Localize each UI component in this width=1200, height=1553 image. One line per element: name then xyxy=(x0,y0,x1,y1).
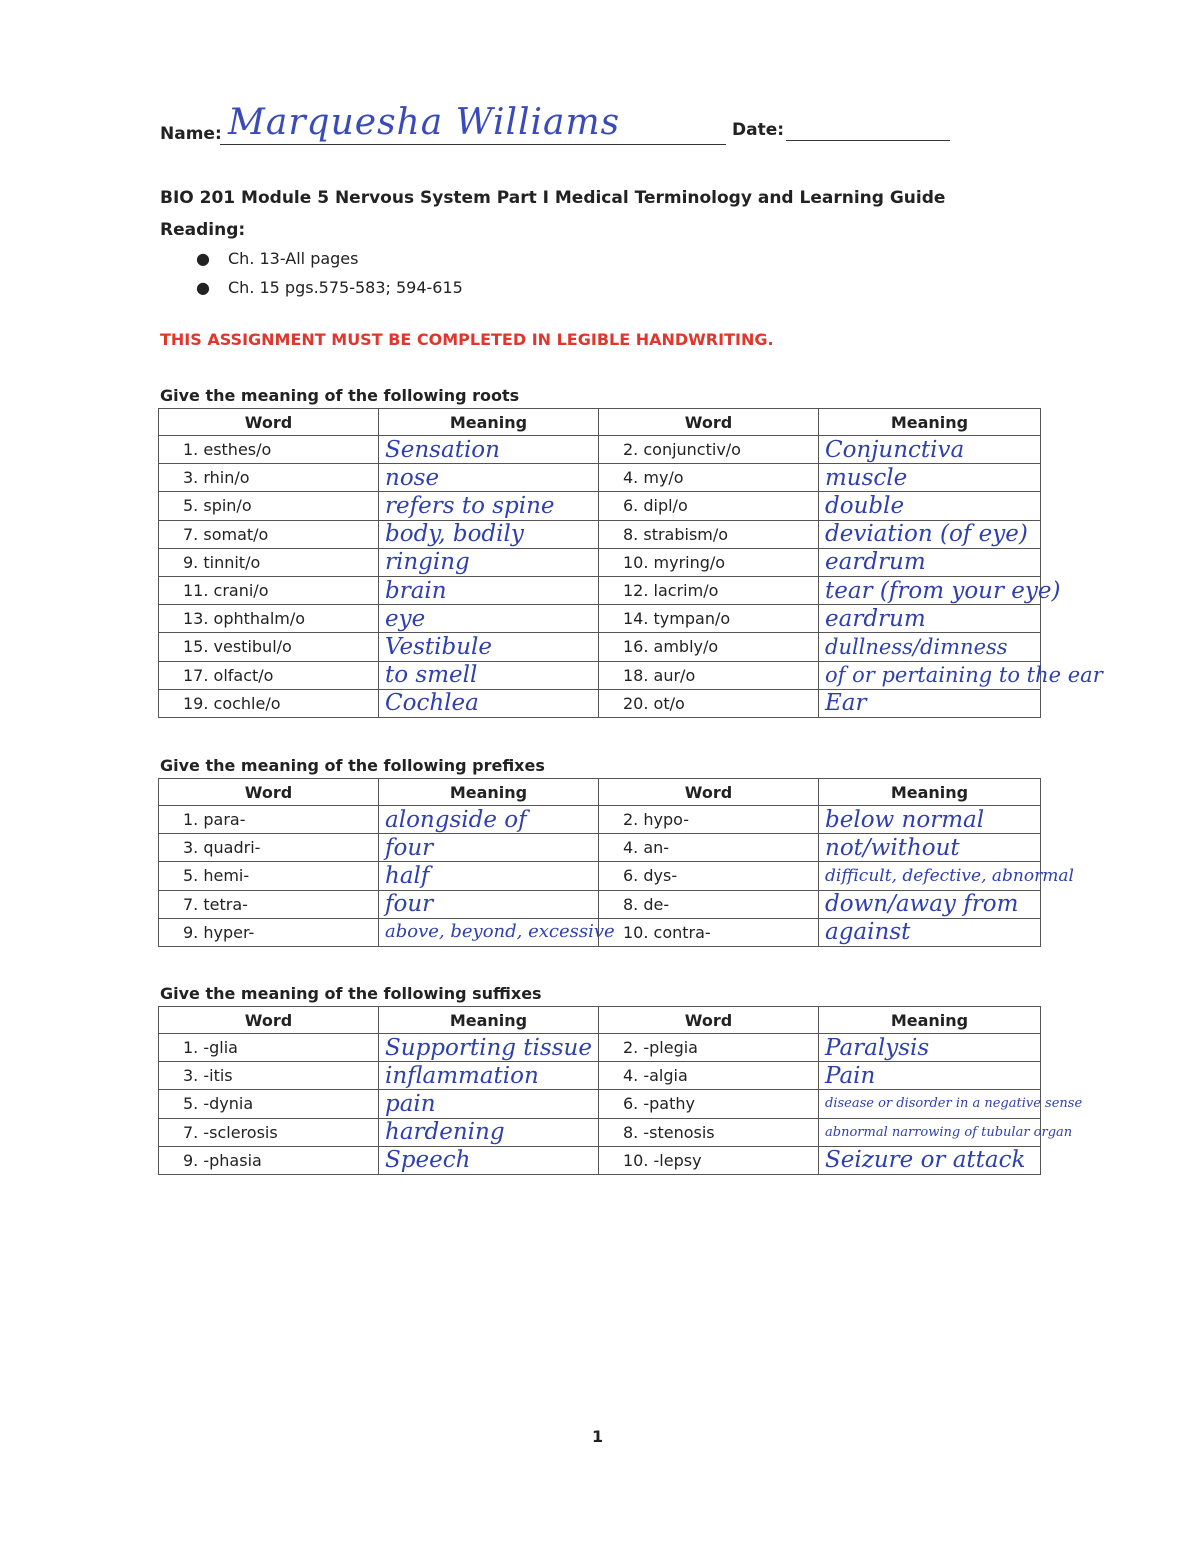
handwritten-answer: difficult, defective, abnormal xyxy=(825,865,1074,886)
name-label: Name: xyxy=(160,124,222,144)
student-name: Marquesha Williams xyxy=(228,102,621,143)
list-item: ● Ch. 13-All pages xyxy=(196,249,359,268)
meaning-cell[interactable] xyxy=(379,1090,599,1118)
term-cell: 1. esthes/o xyxy=(159,436,379,464)
table-header-row xyxy=(159,779,1041,806)
term-cell: 9. -phasia xyxy=(159,1146,379,1174)
meaning-cell[interactable] xyxy=(379,918,615,946)
term-cell: 8. de- xyxy=(599,890,819,918)
meaning-cell[interactable] xyxy=(819,605,1041,633)
table-row xyxy=(159,605,1041,633)
meaning-cell[interactable] xyxy=(379,661,599,689)
meaning-cell[interactable] xyxy=(379,576,599,604)
term-cell: 1. para- xyxy=(159,806,379,834)
meaning-cell[interactable] xyxy=(379,633,599,661)
handwritten-answer: above, beyond, excessive xyxy=(385,921,615,943)
term-cell: 16. ambly/o xyxy=(599,633,819,661)
term-cell: 10. myring/o xyxy=(599,548,819,576)
handwritten-answer: against xyxy=(825,919,911,946)
handwritten-answer: of or pertaining to the ear xyxy=(825,663,1103,688)
handwritten-answer: disease or disorder in a negative sense xyxy=(825,1096,1083,1112)
table-row xyxy=(159,661,1041,689)
handwritten-answer: Pain xyxy=(825,1062,876,1089)
suffixes-table xyxy=(158,1006,1083,1175)
table-row xyxy=(159,806,1041,834)
name-date-line xyxy=(160,102,960,150)
column-header: Meaning xyxy=(819,779,1041,806)
meaning-cell[interactable] xyxy=(379,1146,599,1174)
term-cell: 3. rhin/o xyxy=(159,464,379,492)
handwritten-answer: nose xyxy=(385,464,440,491)
term-cell: 6. dys- xyxy=(599,862,819,890)
handwritten-answer: half xyxy=(385,862,430,889)
table-row xyxy=(159,1118,1041,1146)
term-cell: 20. ot/o xyxy=(599,689,819,717)
handwritten-answer: inflammation xyxy=(385,1062,539,1089)
handwritten-answer: Seizure or attack xyxy=(825,1147,1026,1174)
term-cell: 17. olfact/o xyxy=(159,661,379,689)
meaning-cell[interactable] xyxy=(379,689,599,717)
handwritten-answer: four xyxy=(385,834,434,861)
term-cell: 13. ophthalm/o xyxy=(159,605,379,633)
column-header: Word xyxy=(599,779,819,806)
table-row xyxy=(159,492,1041,520)
handwritten-answer: ringing xyxy=(385,549,470,576)
term-cell: 2. hypo- xyxy=(599,806,819,834)
table-row xyxy=(159,1090,1041,1118)
meaning-cell[interactable] xyxy=(819,806,1041,834)
table-row xyxy=(159,1062,1041,1090)
date-underline xyxy=(786,140,950,141)
term-cell: 8. -stenosis xyxy=(599,1118,819,1146)
meaning-cell[interactable] xyxy=(819,689,1041,717)
meaning-cell[interactable] xyxy=(819,890,1041,918)
meaning-cell[interactable] xyxy=(819,492,1041,520)
term-cell: 18. aur/o xyxy=(599,661,819,689)
column-header: Word xyxy=(599,409,819,436)
term-cell: 2. conjunctiv/o xyxy=(599,436,819,464)
handwritten-answer: pain xyxy=(385,1090,436,1117)
meaning-cell[interactable] xyxy=(379,464,599,492)
handwritten-answer: Cochlea xyxy=(385,690,479,717)
handwritten-answer: Vestibule xyxy=(385,633,493,660)
roots-table xyxy=(158,408,1103,718)
meaning-cell[interactable] xyxy=(819,436,1041,464)
bullet-icon: ● xyxy=(196,249,210,268)
meaning-cell[interactable] xyxy=(379,1034,599,1062)
term-cell: 12. lacrim/o xyxy=(599,576,819,604)
table-row xyxy=(159,1034,1041,1062)
term-cell: 7. tetra- xyxy=(159,890,379,918)
meaning-cell[interactable] xyxy=(819,1146,1041,1174)
term-cell: 10. -lepsy xyxy=(599,1146,819,1174)
meaning-cell[interactable] xyxy=(819,1090,1083,1118)
table-row xyxy=(159,918,1041,946)
term-cell: 5. spin/o xyxy=(159,492,379,520)
page-title: BIO 201 Module 5 Nervous System Part I Medical Terminology and Learning Guide xyxy=(160,188,946,208)
roots-heading: Give the meaning of the following roots xyxy=(160,386,520,405)
term-cell: 2. -plegia xyxy=(599,1034,819,1062)
handwritten-answer: eye xyxy=(385,605,426,632)
prefixes-heading: Give the meaning of the following prefixes xyxy=(160,756,545,775)
term-cell: 7. -sclerosis xyxy=(159,1118,379,1146)
table-row xyxy=(159,834,1041,862)
meaning-cell[interactable] xyxy=(379,890,599,918)
term-cell: 3. quadri- xyxy=(159,834,379,862)
column-header: Word xyxy=(159,409,379,436)
handwritten-answer: refers to spine xyxy=(385,492,555,519)
meaning-cell[interactable] xyxy=(819,1062,1041,1090)
term-cell: 9. hyper- xyxy=(159,918,379,946)
term-cell: 9. tinnit/o xyxy=(159,548,379,576)
handwritten-answer: abnormal narrowing of tubular organ xyxy=(825,1124,1073,1140)
handwritten-answer: to smell xyxy=(385,662,478,689)
term-cell: 5. -dynia xyxy=(159,1090,379,1118)
date-label: Date: xyxy=(732,120,785,140)
handwritten-answer: Conjunctiva xyxy=(825,436,965,463)
column-header: Meaning xyxy=(379,779,599,806)
table-row xyxy=(159,633,1041,661)
table-row xyxy=(159,520,1041,548)
handwritten-answer: muscle xyxy=(825,464,908,491)
table-row xyxy=(159,436,1041,464)
table-row xyxy=(159,548,1041,576)
handwritten-answer: eardrum xyxy=(825,605,926,632)
table-row xyxy=(159,576,1041,604)
term-cell: 4. -algia xyxy=(599,1062,819,1090)
table-row xyxy=(159,862,1041,890)
handwritten-answer: deviation (of eye) xyxy=(825,521,1028,548)
meaning-cell[interactable] xyxy=(819,661,1103,689)
term-cell: 10. contra- xyxy=(599,918,819,946)
meaning-cell[interactable] xyxy=(379,862,599,890)
term-cell: 15. vestibul/o xyxy=(159,633,379,661)
meaning-cell[interactable] xyxy=(379,605,599,633)
column-header: Meaning xyxy=(819,409,1041,436)
meaning-cell[interactable] xyxy=(379,834,599,862)
meaning-cell[interactable] xyxy=(379,436,599,464)
handwritten-answer: eardrum xyxy=(825,549,926,576)
meaning-cell[interactable] xyxy=(819,520,1041,548)
table-row xyxy=(159,689,1041,717)
table-row xyxy=(159,1146,1041,1174)
table-header-row xyxy=(159,409,1041,436)
term-cell: 1. -glia xyxy=(159,1034,379,1062)
meaning-cell[interactable] xyxy=(379,548,599,576)
handwritten-answer: Supporting tissue xyxy=(385,1034,592,1061)
handwritten-answer: down/away from xyxy=(825,891,1019,918)
column-header: Word xyxy=(159,779,379,806)
handwritten-answer: four xyxy=(385,891,434,918)
meaning-cell[interactable] xyxy=(819,1034,1041,1062)
handwritten-answer: body, bodily xyxy=(385,521,524,548)
reading-list xyxy=(196,248,463,306)
name-underline xyxy=(220,144,726,145)
term-cell: 19. cochle/o xyxy=(159,689,379,717)
handwritten-answer: double xyxy=(825,492,905,519)
handwritten-answer: tear (from your eye) xyxy=(825,577,1061,604)
handwritten-answer: dullness/dimness xyxy=(825,634,1008,659)
handwriting-warning: THIS ASSIGNMENT MUST BE COMPLETED IN LEGIBLE HANDWRITING. xyxy=(160,330,774,349)
meaning-cell[interactable] xyxy=(379,1118,599,1146)
page-number: 1 xyxy=(592,1427,604,1446)
term-cell: 3. -itis xyxy=(159,1062,379,1090)
suffixes-heading: Give the meaning of the following suffixes xyxy=(160,984,542,1003)
term-cell: 4. an- xyxy=(599,834,819,862)
term-cell: 14. tympan/o xyxy=(599,605,819,633)
meaning-cell[interactable] xyxy=(379,806,599,834)
term-cell: 6. -pathy xyxy=(599,1090,819,1118)
handwritten-answer: Ear xyxy=(825,690,867,717)
table-row xyxy=(159,464,1041,492)
handwritten-answer: brain xyxy=(385,577,447,604)
term-cell: 4. my/o xyxy=(599,464,819,492)
handwritten-answer: hardening xyxy=(385,1119,505,1146)
handwritten-answer: Sensation xyxy=(385,436,500,463)
column-header: Word xyxy=(159,1007,379,1034)
column-header: Meaning xyxy=(379,409,599,436)
reading-label: Reading: xyxy=(160,220,246,240)
meaning-cell[interactable] xyxy=(819,633,1041,661)
handwritten-answer: below normal xyxy=(825,806,985,833)
column-header: Word xyxy=(599,1007,819,1034)
term-cell: 11. crani/o xyxy=(159,576,379,604)
term-cell: 8. strabism/o xyxy=(599,520,819,548)
meaning-cell[interactable] xyxy=(819,576,1061,604)
meaning-cell[interactable] xyxy=(819,1118,1073,1146)
column-header: Meaning xyxy=(819,1007,1041,1034)
handwritten-answer: not/without xyxy=(825,834,960,861)
handwritten-answer: Speech xyxy=(385,1147,471,1174)
term-cell: 6. dipl/o xyxy=(599,492,819,520)
meaning-cell[interactable] xyxy=(819,862,1074,890)
column-header: Meaning xyxy=(379,1007,599,1034)
term-cell: 7. somat/o xyxy=(159,520,379,548)
meaning-cell[interactable] xyxy=(819,464,1041,492)
term-cell: 5. hemi- xyxy=(159,862,379,890)
prefixes-table xyxy=(158,778,1074,947)
bullet-icon: ● xyxy=(196,278,210,297)
handwritten-answer: Paralysis xyxy=(825,1034,930,1061)
table-row xyxy=(159,890,1041,918)
meaning-cell[interactable] xyxy=(379,492,599,520)
meaning-cell[interactable] xyxy=(819,834,1041,862)
meaning-cell[interactable] xyxy=(379,1062,599,1090)
meaning-cell[interactable] xyxy=(379,520,599,548)
handwritten-answer: alongside of xyxy=(385,806,527,833)
list-item: ● Ch. 15 pgs.575-583; 594-615 xyxy=(196,278,463,297)
meaning-cell[interactable] xyxy=(819,548,1041,576)
table-header-row xyxy=(159,1007,1041,1034)
meaning-cell[interactable] xyxy=(819,918,1041,946)
